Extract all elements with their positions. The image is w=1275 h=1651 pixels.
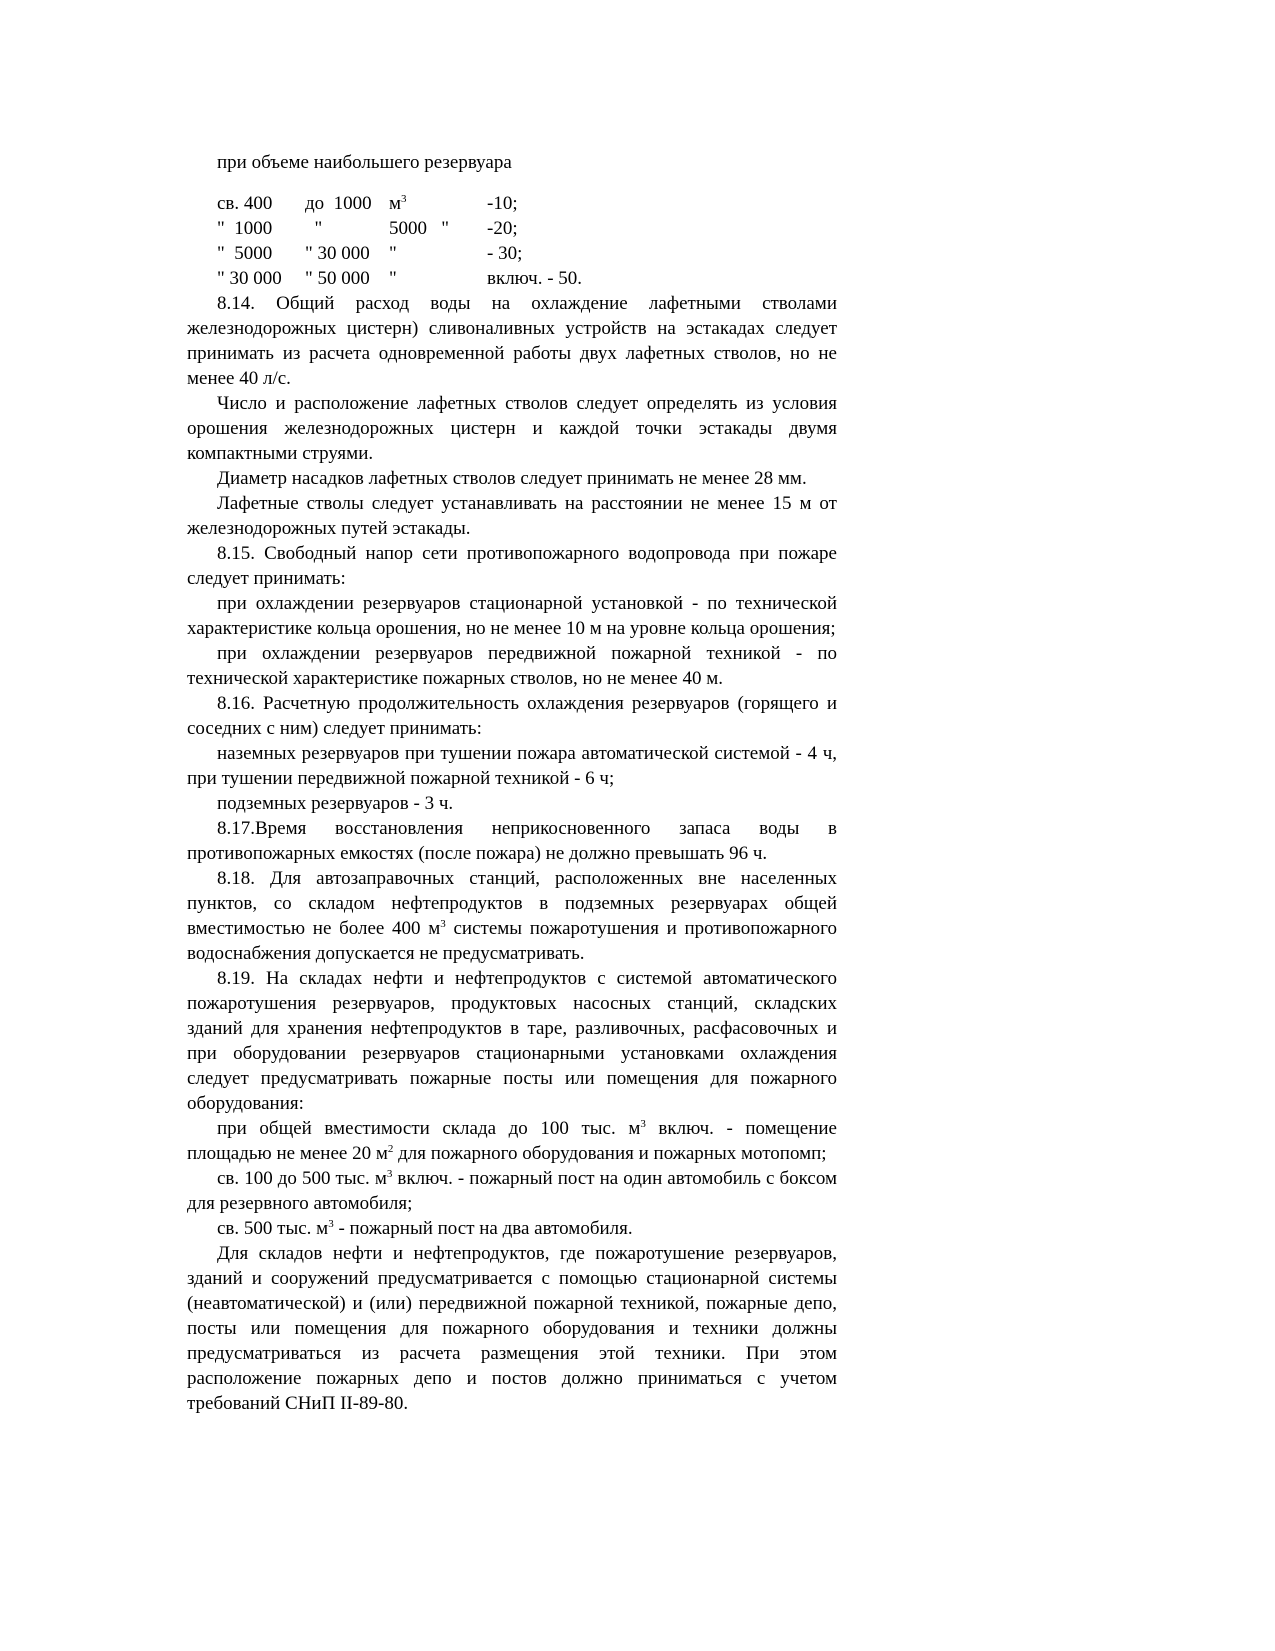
table-cell: " 5000	[217, 243, 273, 264]
paragraph: Для складов нефти и нефтепродуктов, где пожаротушение резервуаров, зданий и сооружений предусматривается с помощью стационарной системы (неавтоматической) и (или) передвижной пожарной техникой, пожарные депо, посты или помещения для пожарного оборудования и техники должны предусматриваться из расчета размещения этой техники. При этом расположение пожарных депо и постов должно приниматься с учетом требований СНиП II-89-80.	[187, 1243, 837, 1414]
spacer	[187, 175, 837, 191]
table-row	[187, 191, 837, 216]
table-cell: "	[389, 268, 397, 289]
paragraph-8-16: 8.16. Расчетную продолжительность охлаждения резервуаров (горящего и соседних с ним) следует принимать:	[187, 693, 837, 739]
paragraph-8-19: 8.19. На складах нефти и нефтепродуктов с системой автоматического пожаротушения резервуаров, продуктовых насосных станций, складских зданий для хранения нефтепродуктов в таре, разливочных, расфасовочных и при оборудовании резервуаров стационарными установками охлаждения следует предусматривать пожарные посты или помещения для пожарного оборудования:	[187, 968, 837, 1114]
table-cell: " 30 000	[305, 243, 370, 264]
paragraph: при охлаждении резервуаров передвижной пожарной техникой - по технической характеристике пожарных стволов, но не менее 40 м.	[187, 643, 837, 689]
paragraph: при охлаждении резервуаров стационарной установкой - по технической характеристике кольца орошения, но не менее 10 м на уровне кольца орошения;	[187, 593, 837, 639]
table-cell: до 1000	[305, 193, 372, 214]
paragraph: Число и расположение лафетных стволов следует определять из условия орошения железнодорожных цистерн и каждой точки эстакады двумя компактными струями.	[187, 393, 837, 464]
paragraph: Диаметр насадков лафетных стволов следует принимать не менее 28 мм.	[217, 468, 807, 489]
paragraph-8-18: 8.18. Для автозаправочных станций, расположенных вне населенных пунктов, со складом нефтепродуктов в подземных резервуарах общей вместимостью не более 400 $м^3$ системы пожаротушения и противопожарного водоснабжения допускается не предусматривать.	[187, 868, 837, 964]
table-cell: "	[305, 218, 323, 239]
paragraph: св. 500 тыс. $м^3$ - пожарный пост на два автомобиля.	[217, 1218, 633, 1239]
table-cell: -20;	[487, 218, 518, 239]
paragraph: св. 100 до 500 тыс. $м^3$ включ. - пожарный пост на один автомобиль с боксом для резервного автомобиля;	[187, 1168, 837, 1214]
table-row	[187, 216, 837, 241]
table-cell: -10;	[487, 193, 518, 214]
intro-line: при объеме наибольшего резервуара	[217, 152, 512, 173]
table-cell: " 1000	[217, 218, 273, 239]
table-cell: " 50 000	[305, 268, 370, 289]
table-cell: 5000 "	[389, 218, 450, 239]
paragraph: Лафетные стволы следует устанавливать на расстоянии не менее 15 м от железнодорожных путей эстакады.	[187, 493, 837, 539]
paragraph: при общей вместимости склада до 100 тыс. $м^3$ включ. - помещение площадью не менее 20 $м^2$ для пожарного оборудования и пожарных мотопомп;	[187, 1118, 837, 1164]
table-cell: "	[389, 243, 397, 264]
paragraph: подземных резервуаров - 3 ч.	[217, 793, 454, 814]
capacity-table	[187, 191, 837, 291]
paragraph-8-14: 8.14. Общий расход воды на охлаждение лафетными стволами железнодорожных цистерн) сливоналивных устройств на эстакадах следует принимать из расчета одновременной работы двух лафетных стволов, но не менее 40 л/с.	[187, 293, 837, 389]
paragraph-8-15: 8.15. Свободный напор сети противопожарного водопровода при пожаре следует принимать:	[187, 543, 837, 589]
paragraph: наземных резервуаров при тушении пожара автоматической системой - 4 ч, при тушении передвижной пожарной техникой - 6 ч;	[187, 743, 837, 789]
table-cell: - 30;	[487, 243, 523, 264]
table-cell: св. 400	[217, 193, 273, 214]
table-cell: $м^3$	[389, 193, 407, 214]
document-page	[187, 150, 837, 1416]
paragraph-8-17: 8.17.Время восстановления неприкосновенного запаса воды в противопожарных емкостях (после пожара) не должно превышать 96 ч.	[187, 818, 837, 864]
table-row	[187, 266, 837, 291]
table-cell: " 30 000	[217, 268, 282, 289]
table-row	[187, 241, 837, 266]
table-cell: включ. - 50.	[487, 268, 583, 289]
